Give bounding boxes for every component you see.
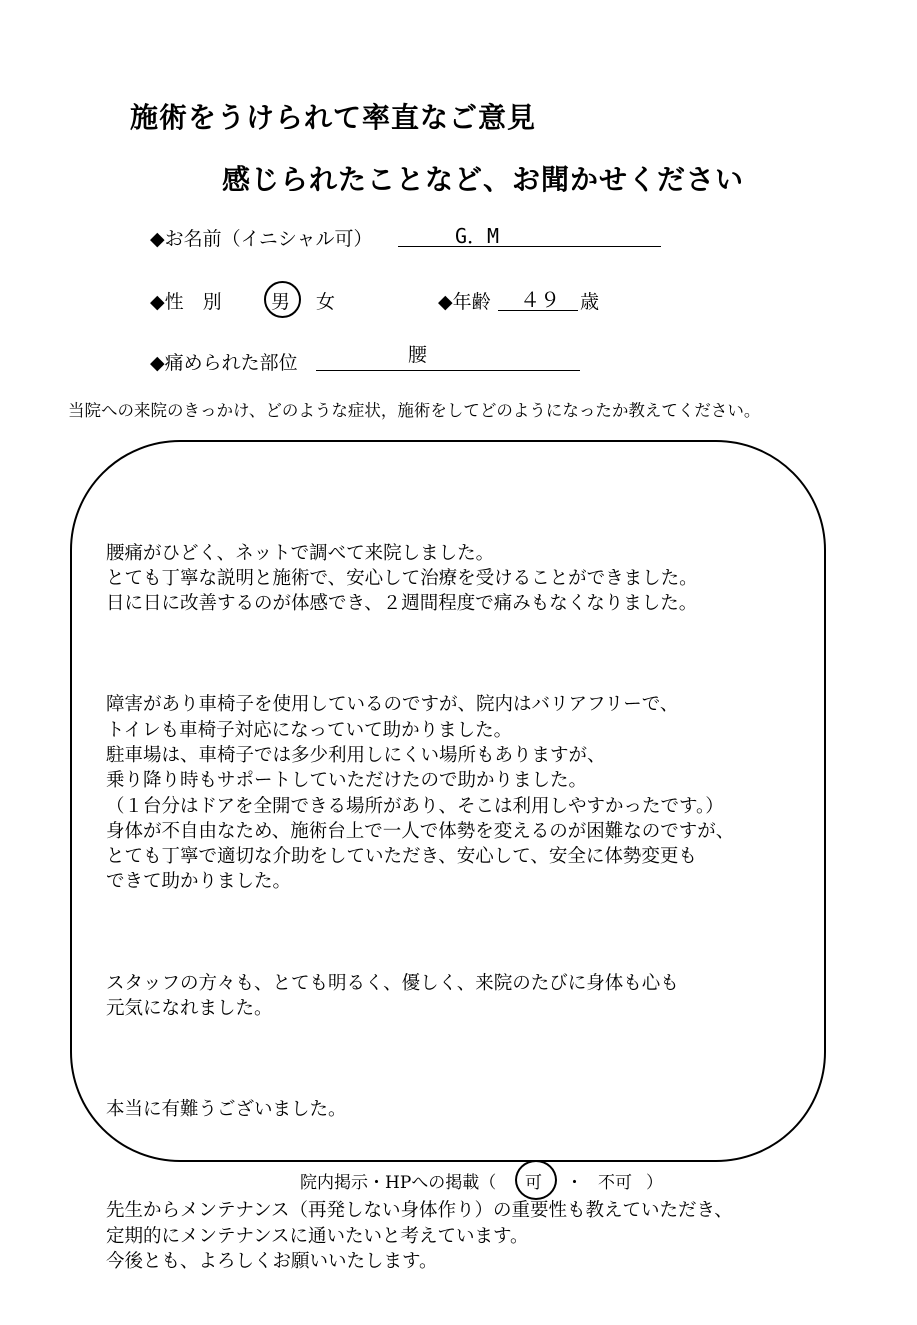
footer-label: 院内掲示・HPへの掲載（	[300, 1173, 497, 1193]
footer-deny: 不可	[598, 1173, 632, 1193]
comment-paragraph: スタッフの方々も、とても明るく、優しく、来院のたびに身体も心も 元気になれました。	[106, 972, 679, 1019]
footer-close: ）	[646, 1173, 663, 1193]
name-underline	[398, 246, 661, 247]
age-underline	[498, 310, 578, 311]
name-label: ◆お名前（イニシャル可）	[150, 228, 373, 250]
age-value: ４９	[520, 288, 560, 312]
area-label: ◆痛められた部位	[150, 352, 298, 374]
prompt-text: 当院への来院のきっかけ、どのような症状，施術をしてどのようになったか教えてください。	[68, 401, 761, 420]
comment-paragraph: 先生からメンテナンス（再発しない身体作り）の重要性も教えていただき、 定期的にメンテナンスに通いたいと考えています。 今後とも、よろしくお願いいたします。	[106, 1200, 733, 1272]
comment-text	[106, 490, 734, 1325]
name-value: G．M	[455, 224, 500, 248]
gender-male: 男	[271, 291, 291, 313]
footer-allow: 可	[525, 1173, 542, 1193]
comment-paragraph: 腰痛がひどく、ネットで調べて来院しました。 とても丁寧な説明と施術で、安心して治療を受けることができました。 日に日に改善するのが体感でき、２週間程度で痛みもなくなりました。	[106, 542, 698, 615]
area-underline	[316, 370, 580, 371]
comment-paragraph: 障害があり車椅子を使用しているのですが、院内はバリアフリーで、 トイレも車椅子対応になっていて助かりました。 駐車場は、車椅子では多少利用しにくい場所もありますが、 乗り降り時もサポートしていただけたので助かりました。 （１台分はドアを全開できる場所があり、そこは利用しやすかったです。） 身体が不自由なため、施術台上で一人で体勢を変えるのが困難なのですが、 とても丁寧で適切な介助をしていただき、安心して、安全に体勢変更も できて助かりました。	[106, 694, 735, 893]
age-label: ◆年齢	[438, 291, 491, 313]
gender-female: 女	[316, 291, 336, 313]
footer-separator: ・	[566, 1173, 583, 1193]
area-value: 腰	[408, 344, 428, 366]
age-unit: 歳	[580, 291, 600, 313]
comment-paragraph: 本当に有難うございました。	[106, 1099, 347, 1121]
title-line-2: 感じられたことなど、お聞かせください	[222, 163, 745, 196]
title-line-1: 施術をうけられて率直なご意見	[130, 101, 537, 134]
gender-label: ◆性 別	[150, 291, 222, 313]
